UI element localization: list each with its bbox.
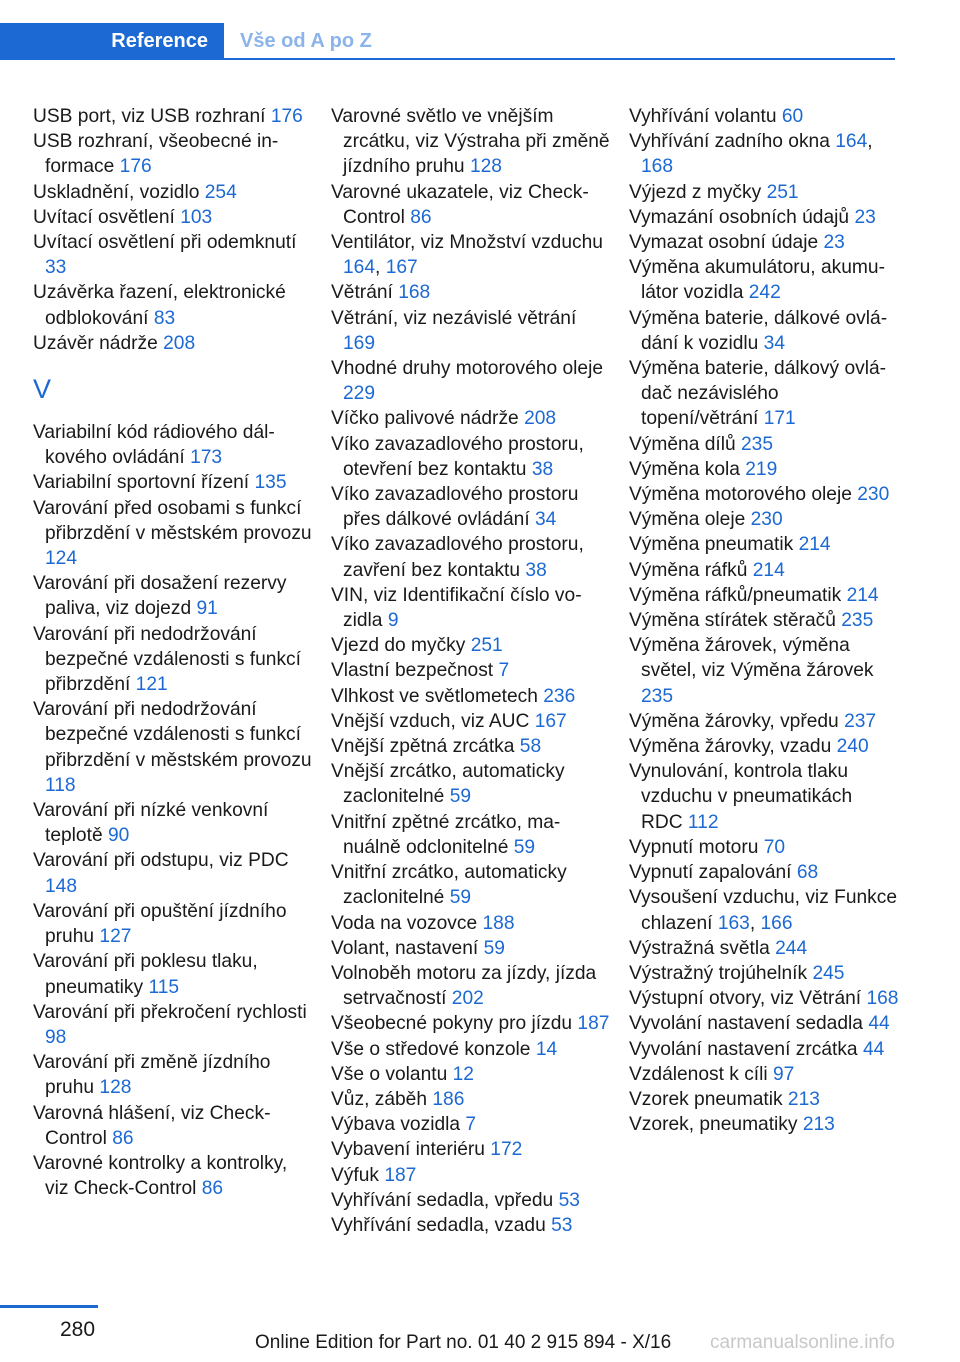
index-entry — [331, 180, 611, 230]
page-reference-link[interactable]: 98 — [45, 1026, 67, 1048]
page-reference-link[interactable]: 251 — [470, 635, 503, 657]
index-entry-term: Voda na vozovce — [331, 912, 478, 934]
page-reference-link[interactable]: 176 — [270, 106, 303, 127]
index-entry: Vyhřívání zadního okna 164, 168 — [629, 131, 873, 178]
page-reference-link[interactable]: 128 — [99, 1077, 132, 1099]
index-entry — [331, 1188, 611, 1213]
page-reference-link[interactable]: 242 — [748, 282, 781, 304]
index-entry — [331, 860, 611, 910]
index-entry-term: Uvítací osvětlení při odemknutí — [33, 232, 297, 254]
index-entry-term: Víko zavazadlového prostoru přes dálkové ovládání — [331, 484, 579, 531]
page-reference-link[interactable]: 91 — [196, 598, 218, 620]
index-entry-term: Vypnutí zapalování — [629, 862, 792, 884]
page-reference-link[interactable]: 38 — [525, 559, 547, 581]
page-reference-link[interactable]: 148 — [45, 875, 78, 897]
index-entry-term: Vyvolání nastavení zrcátka — [629, 1038, 858, 1060]
index-entry — [629, 558, 899, 583]
index-entry — [33, 470, 313, 495]
header-rule — [224, 58, 895, 60]
index-entry — [331, 1137, 611, 1162]
index-entry-term: Větrání, viz nezávislé větrání — [331, 307, 577, 329]
index-entry — [629, 835, 899, 860]
page-reference-link[interactable]: 244 — [775, 937, 808, 959]
page-reference-link[interactable]: 128 — [469, 156, 502, 178]
index-entry-term: Varování před osobami s funkcí přibrzdění v městském provozu — [33, 497, 312, 544]
index-entry — [629, 936, 899, 961]
page-reference-link[interactable]: 235 — [741, 433, 774, 455]
index-entry-term: Výměna ráfků/pneumatik — [629, 584, 842, 606]
index-entry-term: Vymazání osobních údajů — [629, 206, 850, 228]
index-entry — [33, 899, 313, 949]
page-reference-link[interactable]: 53 — [558, 1189, 580, 1211]
page-reference-link[interactable]: 219 — [745, 458, 778, 480]
index-entry — [629, 205, 899, 230]
page-reference-link[interactable]: 186 — [432, 1088, 465, 1110]
page-reference-link[interactable]: 230 — [857, 484, 890, 506]
index-entry-term: Vypnutí motoru — [629, 836, 759, 858]
index-entry-term: Varování při opuštění jízdního pruhu — [33, 900, 287, 948]
index-entry-term: Variabilní sportovní řízení — [33, 472, 250, 494]
index-entry — [629, 986, 899, 1011]
index-entry-term: Vlastní bezpečnost — [331, 660, 494, 682]
index-entry — [33, 798, 313, 848]
page-reference-link[interactable]: 166 — [760, 912, 793, 934]
index-entry — [33, 1101, 313, 1151]
page-reference-link[interactable]: 188 — [482, 912, 515, 934]
page-reference-link[interactable]: 115 — [148, 976, 180, 998]
page-reference-link[interactable]: 38 — [531, 458, 554, 480]
index-entry — [33, 848, 313, 898]
index-entry-term: Vzdálenost k cíli — [629, 1063, 768, 1085]
page-reference-link[interactable]: 12 — [452, 1063, 474, 1085]
page-reference-link[interactable]: 237 — [844, 710, 877, 732]
index-entry — [33, 129, 313, 179]
page-reference-link[interactable]: 213 — [787, 1088, 820, 1110]
page-number: 280 — [60, 1318, 96, 1341]
index-entry-term: Vyhřívání volantu — [629, 106, 777, 127]
page-reference-link[interactable]: 59 — [449, 887, 472, 909]
index-entry-term: Varovné kontrolky a kontrolky, viz Check-Control — [33, 1152, 288, 1200]
page-reference-link[interactable]: 167 — [534, 710, 567, 732]
page-reference-link[interactable]: 9 — [387, 610, 399, 632]
index-entry-term: Vyhřívání zadního okna — [629, 131, 830, 153]
index-entry-term: Výměna ráfků — [629, 559, 748, 581]
index-entry — [629, 507, 899, 532]
index-entry-term: Výměna oleje — [629, 509, 746, 531]
page-reference-link[interactable]: 230 — [750, 509, 783, 531]
index-entry — [331, 1037, 611, 1062]
page-reference-link[interactable]: 70 — [763, 836, 786, 858]
index-entry — [629, 356, 899, 432]
page-reference-link[interactable]: 213 — [802, 1114, 835, 1136]
page-reference-link[interactable]: 34 — [763, 332, 786, 354]
page-reference-link[interactable]: 187 — [577, 1013, 610, 1035]
page-reference-link[interactable]: 176 — [119, 156, 152, 178]
page-reference-link[interactable]: 112 — [687, 811, 719, 833]
index-entry — [629, 432, 899, 457]
tab-section[interactable]: Vše od A po Z — [240, 30, 372, 52]
index-entry — [33, 496, 313, 572]
page-reference-link[interactable]: 254 — [204, 181, 237, 203]
page-reference-link[interactable]: 23 — [823, 232, 845, 254]
index-entry-term: Varování při nedodržování bezpečné vzdálenosti s funkcí přibrzdění — [33, 623, 301, 696]
index-entry-term: Varování při nízké venkovní teplotě — [33, 800, 269, 847]
index-entry — [629, 1011, 899, 1036]
index-entry — [33, 622, 313, 698]
page-reference-link[interactable]: 168 — [641, 156, 674, 178]
index-entry-term: Vysoušení vzduchu, viz Funkce chlazení — [629, 887, 898, 934]
index-entry — [331, 1087, 611, 1112]
index-entry — [331, 482, 611, 532]
edition-note: Online Edition for Part no. 01 40 2 915 894 - X/16 — [255, 1332, 672, 1353]
index-entry — [33, 420, 313, 470]
index-entry — [629, 532, 899, 557]
index-column-3 — [629, 104, 899, 1137]
index-entry — [629, 255, 899, 305]
index-entry — [629, 1062, 899, 1087]
page-reference-link[interactable]: 214 — [798, 534, 831, 556]
index-entry — [33, 331, 313, 356]
index-entry-term: Variabilní kód rádiového dálkového ovládání — [33, 422, 275, 469]
index-entry — [33, 949, 313, 999]
page-reference-link[interactable]: 44 — [868, 1013, 890, 1035]
index-entry — [33, 1050, 313, 1100]
page-reference-link[interactable]: 168 — [398, 282, 431, 304]
index-entry — [331, 759, 611, 809]
page-reference-link[interactable]: 121 — [135, 674, 168, 696]
index-entry — [629, 104, 899, 129]
page-reference-link[interactable]: 83 — [153, 307, 176, 329]
index-entry — [331, 583, 611, 633]
page-reference-link[interactable]: 59 — [449, 786, 472, 808]
page-reference-link[interactable]: 33 — [45, 257, 67, 279]
page-reference-link[interactable]: 164 — [835, 131, 868, 153]
index-entry-term: Varovné ukazatele, viz Check-Control — [331, 181, 589, 228]
page-reference-link[interactable]: 118 — [45, 774, 76, 796]
footer-rule — [0, 1305, 98, 1308]
page-reference-link[interactable]: 44 — [862, 1038, 885, 1060]
index-entry-term: Varování při nedodržování bezpečné vzdálenosti s funkcí přibrzdění v městském provozu — [33, 699, 312, 771]
index-column-1 — [33, 104, 313, 1201]
page-reference-link[interactable]: 34 — [535, 509, 557, 531]
index-letter-heading: V — [33, 374, 52, 405]
page-reference-link[interactable]: 60 — [781, 106, 804, 127]
index-entry-term: Výměna žárovky, vpředu — [629, 710, 839, 732]
page-reference-link[interactable]: 168 — [866, 988, 899, 1010]
page-reference-link[interactable]: 97 — [773, 1063, 795, 1085]
header-bar — [0, 0, 895, 62]
index-entry-term: Výjezd z myčky — [629, 181, 762, 203]
index-entry-term: Volant, nastavení — [331, 937, 479, 959]
index-entry — [331, 961, 611, 1011]
index-entry — [629, 306, 899, 356]
page-reference-link[interactable]: 135 — [254, 472, 287, 494]
index-entry-term: Vjezd do myčky — [331, 635, 466, 657]
index-entry-term: Vnější zrcátko, automaticky zaclonitelné — [331, 761, 565, 808]
index-entry — [629, 180, 899, 205]
index-entry-term: Vůz, záběh — [331, 1088, 428, 1110]
index-entry — [629, 608, 899, 633]
page-reference-link[interactable]: 167 — [385, 257, 418, 279]
page-reference-link[interactable]: 127 — [99, 926, 132, 948]
index-entry — [331, 684, 611, 709]
index-entry — [629, 860, 899, 885]
page-reference-link[interactable]: 163 — [717, 912, 750, 934]
page-reference-link[interactable]: 68 — [796, 862, 819, 884]
index-entry — [331, 658, 611, 683]
index-entry — [331, 1112, 611, 1137]
index-entry-term: Víko zavazadlového prostoru, zavření bez kontaktu — [331, 534, 584, 581]
index-entry-term: Varování při odstupu, viz PDC — [33, 850, 289, 872]
index-entry — [331, 1011, 611, 1036]
index-entry — [33, 571, 313, 621]
index-entry-term: Varování při překročení rychlosti — [33, 1001, 307, 1023]
index-entry — [331, 709, 611, 734]
page-reference-link[interactable]: 187 — [384, 1164, 417, 1186]
index-entry: Vysoušení vzduchu, viz Funkce chlazení 163, 166 — [629, 887, 898, 934]
index-entry-term: Výměna dílů — [629, 433, 736, 455]
page-reference-link[interactable]: 240 — [836, 736, 869, 758]
index-entry — [331, 734, 611, 759]
index-entry-term: Víko zavazadlového prostoru, otevření bez kontaktu — [331, 433, 584, 480]
index-entry — [629, 1037, 899, 1062]
page-reference-link[interactable]: 86 — [112, 1127, 134, 1149]
index-entry-term: VIN, viz Identifikační číslo vozidla — [331, 584, 582, 632]
index-entry-term: Větrání — [331, 282, 393, 304]
index-entry-term: Volnoběh motoru za jízdy, jízda setrvačností — [331, 962, 597, 1010]
index-entry-term: Všeobecné pokyny pro jízdu — [331, 1013, 573, 1035]
page-reference-link[interactable]: 171 — [763, 408, 796, 430]
index-entry-term: Ventilátor, viz Množství vzduchu — [331, 232, 603, 254]
index-entry — [331, 104, 611, 180]
index-entry-term: Výbava vozidla — [331, 1114, 461, 1136]
index-entry — [629, 709, 899, 734]
page-reference-link[interactable]: 86 — [201, 1178, 224, 1200]
index-entry-term: Vše o středové konzole — [331, 1038, 531, 1060]
page-reference-link[interactable]: 23 — [854, 206, 876, 228]
index-entry-term: Vhodné druhy motorového oleje — [331, 358, 604, 380]
page-reference-link[interactable]: 236 — [543, 685, 576, 707]
page-reference-link[interactable]: 245 — [812, 962, 845, 984]
index-entry-term: Varovná hlášení, viz Check-Control — [33, 1102, 271, 1149]
index-entry — [629, 1112, 899, 1137]
page-reference-link[interactable]: 235 — [641, 685, 674, 707]
page-reference-link[interactable]: 7 — [465, 1114, 477, 1136]
index-entry — [629, 583, 899, 608]
index-entry — [331, 306, 611, 356]
index-entry — [33, 205, 313, 230]
page-reference-link[interactable]: 14 — [535, 1038, 558, 1060]
page-reference-link[interactable]: 7 — [498, 660, 510, 682]
index-entry-term: Vybavení interiéru — [331, 1139, 485, 1161]
index-entry — [629, 1087, 899, 1112]
index-entry-term: Varovné světlo ve vnějším zrcátku, viz Výstraha při změně jízdního pruhu — [331, 106, 610, 178]
page-reference-link[interactable]: 229 — [343, 383, 376, 405]
page-reference-link[interactable]: 214 — [846, 584, 879, 606]
page-reference-link[interactable]: 208 — [524, 408, 557, 430]
page-reference-link[interactable]: 59 — [513, 836, 536, 858]
page-reference-link[interactable]: 90 — [107, 825, 130, 847]
page-reference-link[interactable]: 172 — [490, 1139, 523, 1161]
page-reference-link[interactable]: 251 — [766, 181, 799, 203]
index-entry-term: Vzorek, pneumatiky — [629, 1114, 798, 1136]
index-entry — [331, 1062, 611, 1087]
index-entry-term: USB rozhraní, všeobecné informace — [33, 131, 279, 178]
index-entry-term: Výměna žárovky, vzadu — [629, 736, 832, 758]
index-entry-term: Varování při změně jízdního pruhu — [33, 1052, 271, 1099]
index-entry-term: Výměna žárovek, výměna světel, viz Výměna žárovek — [629, 635, 874, 682]
index-entry-term: Výměna motorového oleje — [629, 484, 852, 506]
page-reference-link[interactable]: 202 — [451, 988, 484, 1010]
index-entry-term: Vyhřívání sedadla, vzadu — [331, 1214, 546, 1236]
page-reference-link[interactable]: 173 — [190, 447, 223, 469]
index-entry — [331, 406, 611, 431]
index-entry-term: Výměna pneumatik — [629, 534, 794, 556]
index-entry-term: Vnější zpětná zrcátka — [331, 736, 515, 758]
index-entry — [331, 911, 611, 936]
index-entry-term: Výměna baterie, dálkový ovládač nezávislého topení/větrání — [629, 358, 887, 430]
index-entry — [33, 1151, 313, 1201]
index-entry-term: Vyhřívání sedadla, vpředu — [331, 1189, 554, 1211]
index-column-2 — [331, 104, 611, 1238]
page-reference-link[interactable]: 214 — [752, 559, 785, 581]
index-entry — [33, 280, 313, 330]
index-entry — [33, 697, 313, 798]
index-entry — [33, 104, 313, 129]
index-entry — [629, 633, 899, 709]
page-reference-link[interactable]: 169 — [343, 332, 376, 354]
index-entry-term: Víčko palivové nádrže — [331, 408, 519, 430]
index-entry — [629, 230, 899, 255]
index-entry-term: Výměna baterie, dálkové ovládání k vozidlu — [629, 307, 888, 354]
page-reference-link[interactable]: 59 — [483, 937, 505, 959]
index-entry-term: Vynulování, kontrola tlaku vzduchu v pneumatikách RDC — [629, 761, 853, 833]
index-entry — [33, 1000, 313, 1050]
index-entry — [629, 961, 899, 986]
index-entry: Ventilátor, viz Množství vzduchu 164, 167 — [331, 232, 603, 279]
index-entry-term: Výfuk — [331, 1164, 379, 1186]
index-entry — [331, 280, 611, 305]
index-entry-term: Výstražný trojúhelník — [629, 962, 808, 984]
index-entry-term: Výměna akumulátoru, akumulátor vozidla — [629, 257, 885, 304]
index-entry-term: Výměna stírátek stěračů — [629, 610, 836, 632]
index-entry-term: Varování při dosažení rezervy paliva, viz dojezd — [33, 573, 287, 620]
index-entry-term: Vnitřní zpětné zrcátko, manuálně odclonitelné — [331, 811, 561, 858]
index-entry — [331, 810, 611, 860]
index-entry — [331, 356, 611, 406]
index-entry-term: Výstražná světla — [629, 937, 770, 959]
page-reference-link[interactable]: 164 — [343, 257, 376, 279]
index-entry-term: Vše o volantu — [331, 1063, 448, 1085]
page-reference-link[interactable]: 86 — [410, 206, 432, 228]
tab-reference[interactable]: Reference — [0, 23, 224, 60]
index-entry — [331, 532, 611, 582]
index-entry-term: Vyvolání nastavení sedadla — [629, 1013, 863, 1035]
index-entry-term: Uskladnění, vozidlo — [33, 181, 200, 203]
page-reference-link[interactable]: 58 — [519, 736, 542, 758]
index-entry-term: Vymazat osobní údaje — [629, 232, 819, 254]
index-entry — [629, 734, 899, 759]
index-entry-term: Výměna kola — [629, 458, 740, 480]
index-entry-term: Varování při poklesu tlaku, pneumatiky — [33, 951, 258, 998]
page-reference-link[interactable]: 208 — [163, 332, 196, 354]
page-reference-link[interactable]: 124 — [45, 548, 78, 570]
index-entry-term: Uzávěrka řazení, elektronické odblokování — [33, 282, 286, 329]
index-entry-term: Vlhkost ve světlometech — [331, 685, 538, 707]
index-entry — [629, 759, 899, 835]
index-entry-term: Vnitřní zrcátko, automaticky zaclonitelné — [331, 862, 567, 909]
index-entry-term: Uzávěr nádrže — [33, 332, 158, 354]
index-entry — [331, 432, 611, 482]
page-reference-link[interactable]: 53 — [551, 1214, 573, 1236]
index-entry — [331, 1163, 611, 1188]
index-entry — [331, 1213, 611, 1238]
page-reference-link[interactable]: 235 — [841, 610, 874, 632]
index-entry-term: Vzorek pneumatik — [629, 1088, 783, 1110]
index-entry — [629, 457, 899, 482]
index-entry-term: USB port, viz USB rozhraní — [33, 106, 266, 127]
index-entry — [629, 482, 899, 507]
index-entry — [33, 180, 313, 205]
page-reference-link[interactable]: 103 — [180, 206, 213, 228]
index-entry — [331, 936, 611, 961]
index-entry — [331, 633, 611, 658]
index-entry-term: Výstupní otvory, viz Větrání — [629, 988, 862, 1010]
watermark: carmanualsonline.info — [710, 1332, 895, 1353]
index-entry — [33, 230, 313, 280]
index-entry-term: Vnější vzduch, viz AUC — [331, 710, 530, 732]
index-entry-term: Uvítací osvětlení — [33, 206, 175, 228]
